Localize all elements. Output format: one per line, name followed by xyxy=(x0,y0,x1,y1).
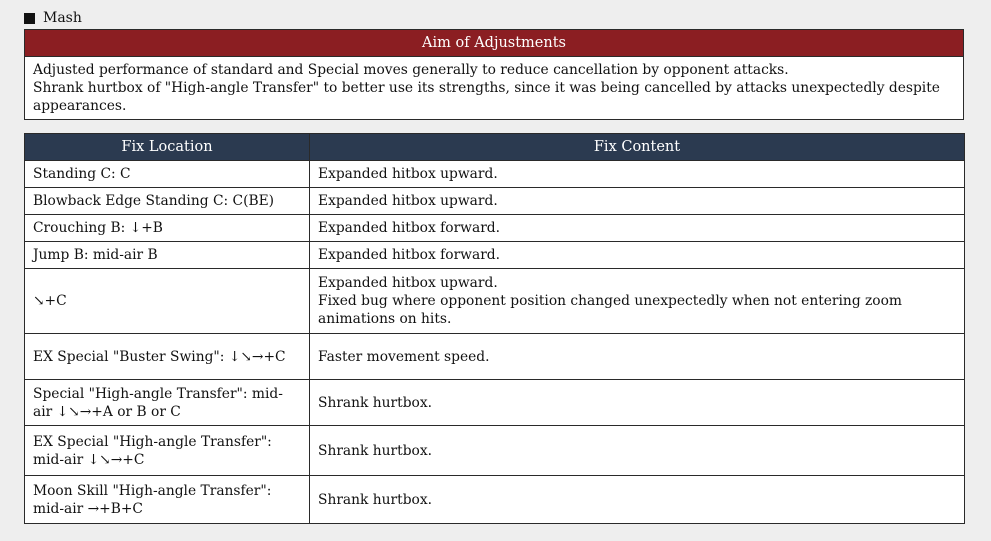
table-row xyxy=(25,188,965,215)
fix-content-cell xyxy=(310,188,965,215)
fix-location-cell: Crouching B: ↓+B xyxy=(25,215,310,242)
fix-content-cell xyxy=(310,426,965,476)
table-row xyxy=(25,215,965,242)
fix-content-line: Faster movement speed. xyxy=(318,348,490,365)
fix-content-line: Expanded hitbox upward. xyxy=(318,166,498,182)
fix-content-cell xyxy=(310,215,965,242)
fix-table-header-row xyxy=(25,134,965,161)
aim-box xyxy=(24,29,964,120)
section-title xyxy=(24,8,82,28)
aim-header: Aim of Adjustments xyxy=(25,30,963,57)
fix-location-cell: EX Special "High-angle Transfer": mid-air ↓↘→+C xyxy=(25,426,310,476)
fix-content-line: Expanded hitbox upward. xyxy=(318,193,498,209)
fix-location-cell: Jump B: mid-air B xyxy=(25,242,310,269)
fix-content-line: Shrank hurtbox. xyxy=(318,491,433,508)
fix-content-cell xyxy=(310,476,965,524)
fix-location-cell: ↘+C xyxy=(25,269,310,334)
table-row xyxy=(25,334,965,380)
fix-location-cell: Standing C: C xyxy=(25,161,310,188)
fix-content-cell xyxy=(310,380,965,426)
fix-content-cell xyxy=(310,269,965,334)
fix-content-line: Fixed bug where opponent position changed unexpectedly when not entering zoom animations on hits. xyxy=(318,293,903,327)
section-title-text: Mash xyxy=(43,10,82,26)
table-row xyxy=(25,380,965,426)
table-row xyxy=(25,269,965,334)
fix-content-line: Shrank hurtbox. xyxy=(318,442,433,459)
fix-content-line: Shrank hurtbox. xyxy=(318,394,433,411)
column-header-fix-location: Fix Location xyxy=(25,134,310,161)
fix-content-cell xyxy=(310,161,965,188)
fix-content-cell xyxy=(310,334,965,380)
fix-location-cell: Special "High-angle Transfer": mid-air ↓↘→+A or B or C xyxy=(25,380,310,426)
fix-location-cell: EX Special "Buster Swing": ↓↘→+C xyxy=(25,334,310,380)
fix-content-cell xyxy=(310,242,965,269)
fix-content-line: Expanded hitbox forward. xyxy=(318,220,501,236)
table-row xyxy=(25,161,965,188)
square-icon xyxy=(24,13,35,24)
table-row xyxy=(25,242,965,269)
column-header-fix-content: Fix Content xyxy=(310,134,965,161)
fix-table xyxy=(24,133,965,524)
fix-location-cell: Moon Skill "High-angle Transfer": mid-air →+B+C xyxy=(25,476,310,524)
table-row xyxy=(25,476,965,524)
aim-line: Adjusted performance of standard and Special moves generally to reduce cancellation by opponent attacks. xyxy=(33,62,789,78)
aim-body xyxy=(25,57,963,115)
table-row xyxy=(25,426,965,476)
fix-content-line: Expanded hitbox upward. xyxy=(318,275,498,291)
fix-content-line: Expanded hitbox forward. xyxy=(318,247,501,263)
aim-line: Shrank hurtbox of "High-angle Transfer" to better use its strengths, since it was being cancelled by attacks unexpectedly despite appearances. xyxy=(33,80,940,114)
fix-location-cell: Blowback Edge Standing C: C(BE) xyxy=(25,188,310,215)
